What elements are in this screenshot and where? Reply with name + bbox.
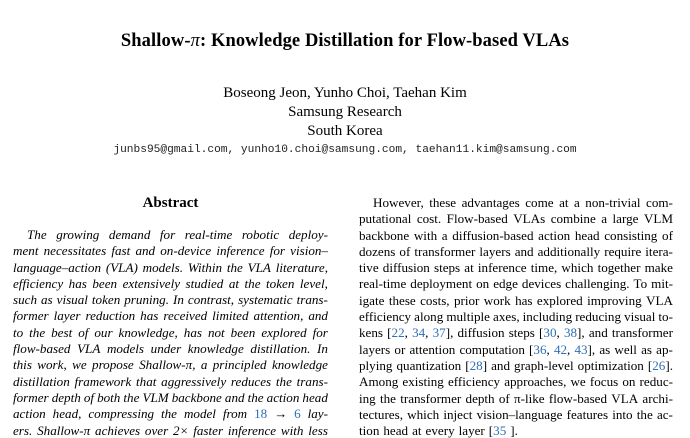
word: less <box>308 422 328 438</box>
word: or <box>394 341 406 357</box>
word: as <box>41 292 53 308</box>
word: on <box>476 276 490 292</box>
word: [36, <box>529 341 550 357</box>
abstract-line <box>13 341 328 357</box>
word: approaches, <box>504 374 567 390</box>
word: including <box>522 309 573 325</box>
word: 2× <box>173 422 189 438</box>
word: 43], <box>574 341 596 357</box>
word: kens <box>359 325 384 341</box>
abstract-line <box>13 227 328 243</box>
word: for <box>312 324 328 340</box>
abstract-line <box>13 292 328 308</box>
word: steps <box>508 325 535 341</box>
word: a <box>573 195 580 210</box>
word: language–action <box>13 259 102 275</box>
word: both <box>97 389 121 405</box>
word: has <box>515 292 533 308</box>
word: VLA <box>77 341 101 357</box>
word: diffusion <box>457 325 505 341</box>
word: prior <box>453 292 480 308</box>
word: edge <box>493 276 518 292</box>
intro-line <box>359 293 673 309</box>
word: not <box>207 324 225 340</box>
word: deployment <box>410 276 473 292</box>
intro-line <box>359 276 673 292</box>
word: together <box>597 260 641 276</box>
word: layers <box>479 243 511 259</box>
intro-line <box>359 407 673 423</box>
word: 37], <box>432 325 454 341</box>
word: layer <box>53 308 81 324</box>
intro-line <box>359 342 673 358</box>
word: our <box>94 324 113 340</box>
word: transformer <box>414 243 476 259</box>
word: vision–language <box>476 406 563 422</box>
abstract-line <box>13 308 328 324</box>
word: growing <box>56 227 100 242</box>
word: distillation <box>13 373 70 389</box>
word: former <box>13 389 49 405</box>
word: of <box>498 390 510 406</box>
word: 34, <box>412 325 429 341</box>
word: [28] <box>465 357 488 373</box>
word: Shallow-π, <box>139 357 196 373</box>
word: necessitates <box>43 243 107 259</box>
word: non-trivial <box>585 195 641 210</box>
word: at <box>559 195 569 210</box>
word: tectures, <box>359 406 403 422</box>
word: VLM <box>142 389 169 405</box>
country: South Korea <box>307 123 383 139</box>
word: a <box>200 357 208 373</box>
citation-link[interactable]: 43 <box>574 341 588 357</box>
word: advantages <box>461 195 520 210</box>
word: additionally <box>537 243 601 259</box>
word: the <box>123 389 140 405</box>
word: robotic <box>241 227 280 242</box>
citation-link[interactable]: 34 <box>412 325 426 341</box>
affiliation: Samsung Research <box>288 104 402 120</box>
word: ing <box>359 390 376 406</box>
abstract-line <box>13 276 328 292</box>
intro-line <box>359 211 673 227</box>
word: tive <box>359 260 379 276</box>
word: of <box>662 227 673 243</box>
word: [22, <box>387 325 408 341</box>
word: vision– <box>290 243 328 259</box>
word: head <box>302 389 328 405</box>
word: the <box>226 259 243 275</box>
word: make <box>644 260 673 276</box>
word: pruning. <box>124 292 169 308</box>
word: attention <box>409 341 456 357</box>
word: multiple <box>446 309 490 325</box>
intro-line <box>359 244 673 260</box>
word: limited <box>212 308 249 324</box>
abstract-heading: Abstract <box>142 195 199 211</box>
word: come <box>525 195 554 210</box>
word: such <box>13 292 38 308</box>
abstract-line <box>13 243 328 259</box>
author-emails[interactable]: junbs95@gmail.com, yunho10.choi@samsung.com, taehan11.kim@samsung.com <box>113 144 577 156</box>
word: work <box>483 292 511 308</box>
word: putational <box>359 211 412 227</box>
citation-link[interactable]: 35 <box>493 423 507 438</box>
word: layer <box>458 423 485 438</box>
word: cost. <box>416 211 442 227</box>
word: Shallow-π <box>37 422 91 438</box>
word: explored <box>261 324 307 340</box>
word: transformer <box>400 390 462 406</box>
word: costs, <box>420 292 450 308</box>
word: the <box>636 406 653 422</box>
word: and <box>588 325 608 341</box>
intro-line <box>359 391 673 407</box>
word: quantization <box>396 357 462 373</box>
word: and <box>224 389 245 405</box>
word: action <box>13 406 46 422</box>
word: studied <box>185 275 224 291</box>
abstract-line <box>13 260 328 276</box>
word: consisting <box>604 227 658 243</box>
word: extensively <box>122 275 181 291</box>
word: deploy- <box>288 227 328 242</box>
word: real-time <box>184 227 233 242</box>
word: optimization <box>577 357 644 373</box>
word: trans- <box>296 373 328 389</box>
word: with <box>280 422 304 438</box>
word: to <box>13 324 24 340</box>
word: that <box>136 373 157 389</box>
word: ac- <box>656 406 673 422</box>
word: we <box>72 357 87 373</box>
word: every <box>425 423 455 438</box>
abstract-body <box>13 227 328 438</box>
intro-line <box>359 195 673 211</box>
intro-line <box>359 325 673 341</box>
word: principled <box>212 357 267 373</box>
word: devices <box>521 276 562 292</box>
word: reduction <box>85 308 136 324</box>
word: head <box>383 423 409 438</box>
word: large <box>612 211 639 227</box>
word: attention, <box>253 308 304 324</box>
word: model <box>183 406 216 422</box>
word: token <box>91 292 121 308</box>
word: at <box>228 275 240 291</box>
word: a <box>601 211 608 227</box>
word: of <box>78 324 89 340</box>
word: knowledge, <box>118 324 178 340</box>
word: However, <box>373 195 424 210</box>
word: VLAs <box>513 211 546 227</box>
word: depth <box>51 389 81 405</box>
word: 42, <box>553 341 571 357</box>
word: (VLA) <box>105 259 138 275</box>
word: focus <box>589 374 619 390</box>
word: head <box>574 227 600 243</box>
abstract-line <box>13 357 328 373</box>
word: graph-level <box>514 357 574 373</box>
citation-link[interactable]: 30 <box>543 325 557 341</box>
word: In <box>172 292 184 308</box>
word: ap- <box>656 341 673 357</box>
word: archi- <box>642 390 673 406</box>
word: received <box>163 308 208 324</box>
word: compressing <box>88 406 155 422</box>
word: the <box>161 406 177 422</box>
word <box>254 406 267 422</box>
author-list: Boseong Jeon, Yunho Choi, Taehan Kim <box>223 85 467 101</box>
word: steps <box>433 260 461 276</box>
word: this <box>13 357 32 373</box>
word: com- <box>646 195 673 210</box>
abstract-line <box>13 390 328 406</box>
word: distillation. <box>250 341 311 357</box>
word: been <box>230 324 256 340</box>
word: improving <box>587 292 642 308</box>
word: time, <box>530 260 558 276</box>
word: along <box>414 309 444 325</box>
word: these <box>429 195 457 210</box>
word: as <box>599 341 611 357</box>
word: at <box>464 260 474 276</box>
word: with <box>413 227 438 243</box>
word: propose <box>92 357 134 373</box>
paper-title: Shallow-π: Knowledge Distillation for Flow-based VLAs <box>120 31 570 51</box>
word: [26]. <box>647 357 673 373</box>
word: at <box>412 423 422 438</box>
intro-line <box>359 374 673 390</box>
word: knowledge <box>187 341 244 357</box>
word: diffusion-based <box>452 227 534 243</box>
word: we <box>570 374 586 390</box>
word: Flow-based <box>446 211 508 227</box>
word: and <box>514 243 534 259</box>
word: trans- <box>296 292 328 308</box>
word: → <box>274 406 288 422</box>
word: has <box>68 275 87 291</box>
word: token <box>266 275 295 291</box>
intro-line <box>359 228 673 244</box>
word: lay- <box>307 406 328 422</box>
word: ers. <box>13 422 33 438</box>
word: action <box>266 389 300 405</box>
word: for <box>269 243 285 259</box>
word: reducing <box>575 309 621 325</box>
intro-line <box>359 358 673 374</box>
word: visual <box>624 309 656 325</box>
word: itera- <box>645 243 673 259</box>
word: level, <box>299 275 328 291</box>
word: To <box>633 276 648 292</box>
citation-link[interactable]: 36 <box>533 341 547 357</box>
citation-link[interactable]: 42 <box>553 341 568 357</box>
word: fast <box>111 243 131 259</box>
word: VLA <box>646 292 673 308</box>
word: on <box>622 374 636 390</box>
word: from <box>222 406 248 422</box>
word: faster <box>193 422 224 438</box>
abstract-line <box>13 423 328 438</box>
word: literature, <box>275 259 328 275</box>
word: real-time <box>359 276 407 292</box>
citation-link[interactable]: 18 <box>254 406 268 422</box>
word: of <box>399 243 411 259</box>
word: the <box>275 373 292 389</box>
word: inference <box>477 260 527 276</box>
word: and <box>135 243 156 259</box>
word: the <box>247 389 264 405</box>
intro-line <box>359 260 673 276</box>
word: [30, <box>539 325 560 341</box>
abstract-line <box>13 406 328 422</box>
word: existing <box>402 374 444 390</box>
word: and <box>308 308 328 324</box>
word: models <box>106 341 145 357</box>
word: work, <box>37 357 67 373</box>
word: which <box>561 260 594 276</box>
word: transformer <box>611 325 673 341</box>
word: VLM <box>643 211 673 227</box>
word: diffusion <box>382 260 430 276</box>
word: computation <box>459 341 525 357</box>
abstract-line <box>13 325 328 341</box>
word: under <box>150 341 182 357</box>
word: which <box>407 406 440 422</box>
word: these <box>388 292 416 308</box>
word: axes, <box>493 309 520 325</box>
word: contrast, <box>187 292 235 308</box>
word: dozens <box>359 243 396 259</box>
citation-link[interactable]: 37 <box>432 325 446 341</box>
intro-line <box>359 309 673 325</box>
word: over <box>144 422 169 438</box>
word: the <box>244 275 261 291</box>
word: inject <box>443 406 473 422</box>
word: challenging. <box>565 276 630 292</box>
word <box>294 406 301 422</box>
word: VLA <box>247 259 271 275</box>
word: has <box>183 324 202 340</box>
word: require <box>604 243 642 259</box>
word: flow-based <box>548 390 608 406</box>
word: the <box>379 390 396 406</box>
word: demand <box>108 227 151 242</box>
word: plying <box>359 357 393 373</box>
word: combine <box>550 211 596 227</box>
word: igate <box>359 292 385 308</box>
word: systematic <box>238 292 293 308</box>
citation-link[interactable]: 26 <box>652 357 666 373</box>
introduction-body <box>359 195 673 438</box>
word: visual <box>56 292 88 308</box>
word: achieves <box>95 422 141 438</box>
word: action <box>538 227 571 243</box>
word: to- <box>658 309 673 325</box>
word: features <box>566 406 609 422</box>
word: efficiency <box>359 309 412 325</box>
word: efficiency <box>13 275 64 291</box>
word: Within <box>187 259 223 275</box>
word: π-like <box>514 390 545 406</box>
citation-link[interactable]: 28 <box>469 357 483 373</box>
word: backbone <box>359 227 410 243</box>
word: been <box>92 275 118 291</box>
word: into <box>612 406 633 422</box>
word: explored <box>536 292 583 308</box>
word: reduc- <box>639 374 673 390</box>
citation-link[interactable]: 22 <box>391 325 405 341</box>
abstract-line <box>13 374 328 390</box>
word: a <box>441 227 448 243</box>
word: ment <box>13 243 39 259</box>
word: and <box>491 357 510 373</box>
word: tion <box>359 423 380 438</box>
word: models. <box>142 259 184 275</box>
pi-symbol: π <box>190 31 200 51</box>
word: depth <box>465 390 495 406</box>
word: reduces <box>230 373 272 389</box>
word: mit- <box>651 276 673 292</box>
word: the <box>29 324 46 340</box>
word: inference <box>216 243 265 259</box>
word: efficiency <box>447 374 501 390</box>
word: best <box>51 324 73 340</box>
word: of <box>83 389 95 405</box>
word: has <box>140 308 159 324</box>
citation-link[interactable]: 38 <box>563 325 578 341</box>
citation-link[interactable]: 6 <box>294 406 301 422</box>
word: inference <box>227 422 277 438</box>
word: aggressively <box>161 373 227 389</box>
word: backbone <box>171 389 222 405</box>
word: as <box>641 341 652 357</box>
word: VLA <box>611 390 639 406</box>
word: framework <box>74 373 132 389</box>
word: Among <box>359 374 399 390</box>
word: [35 ]. <box>488 423 518 438</box>
word: knowledge <box>271 357 328 373</box>
word: on-device <box>160 243 212 259</box>
word: head, <box>52 406 82 422</box>
word: flow-based <box>13 341 71 357</box>
intro-line <box>359 423 673 438</box>
word: for <box>159 227 176 242</box>
word: In <box>317 341 328 357</box>
word: well <box>614 341 637 357</box>
word: layers <box>359 341 391 357</box>
word: former <box>13 308 49 324</box>
word: 38], <box>563 325 585 341</box>
word: The <box>27 227 47 242</box>
